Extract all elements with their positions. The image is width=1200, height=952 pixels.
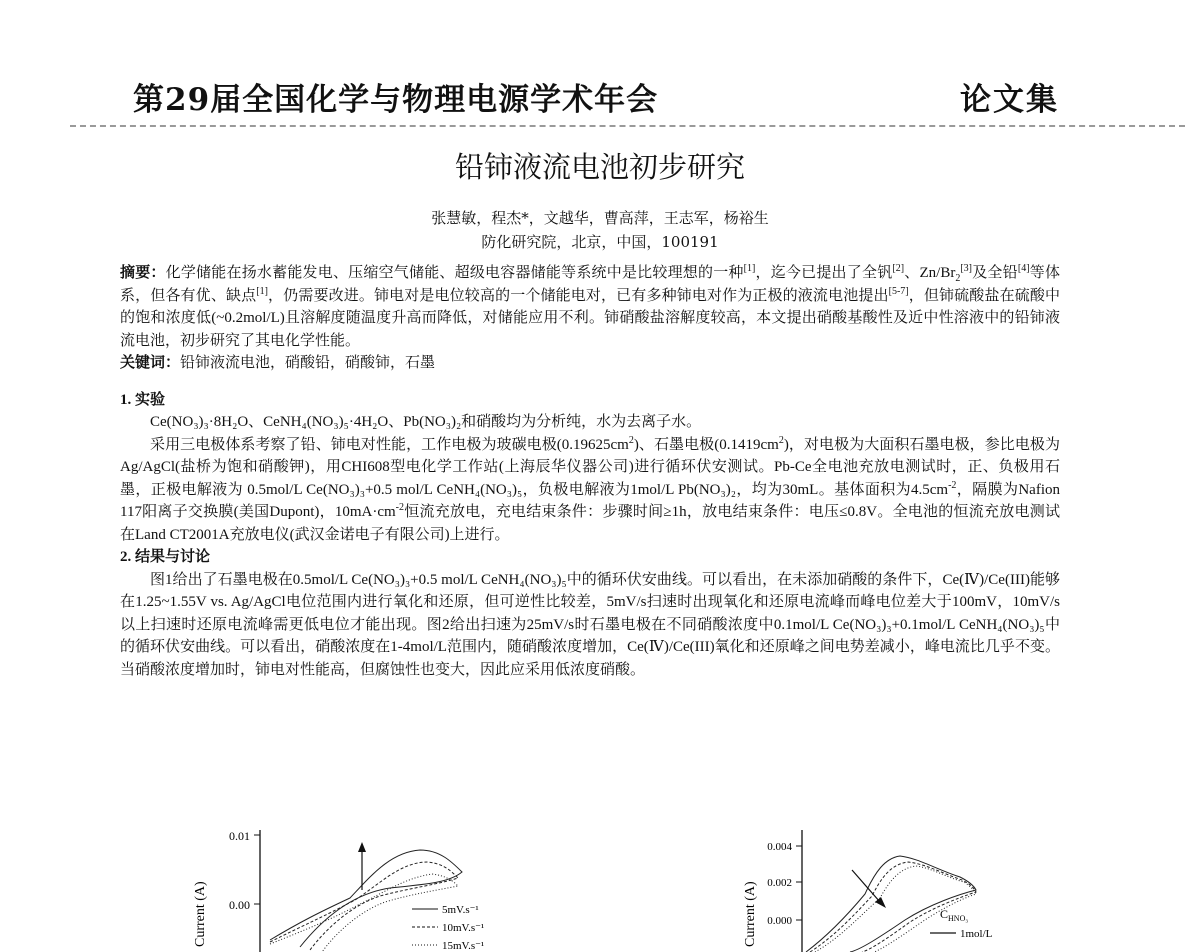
fig2-ytick-label: 0.000 — [767, 915, 792, 927]
paragraph-text: )、石墨电极(0.1419cm — [633, 436, 779, 453]
affiliation: 防化研究院，北京，中国，100191 — [481, 233, 719, 251]
section-heading-experiment: 1. 实验 — [120, 391, 166, 408]
fig2-ylabel: Current (A) — [743, 881, 758, 947]
citation: [1] — [743, 263, 756, 274]
fig2-legend-label: 1mol/L — [960, 928, 993, 940]
fig1-ytick-label: 0.00 — [229, 898, 250, 912]
abstract-text: ，迄今已提出了全钒 — [755, 265, 893, 281]
fig1-ytick-label: 0.01 — [229, 829, 250, 843]
paragraph: Ce(NO₃)₃·8H₂O、CeNH₄(NO₃)₅·4H₂O、Pb(NO₃)₂和硝酸均为分析纯，水为去离子水。 — [150, 414, 702, 430]
citation: [2] — [892, 263, 905, 274]
abstract-text: 及全铅 — [972, 265, 1018, 281]
abstract-text: 、Zn/Br — [904, 265, 956, 281]
abstract-label: 摘要： — [120, 265, 166, 281]
fig2-legend-title — [940, 907, 968, 923]
citation: [4] — [1017, 263, 1030, 274]
fig2-legend-title-sub: HNO₃ — [948, 914, 969, 923]
superscript: -2 — [395, 502, 405, 513]
paper-body — [120, 262, 1060, 681]
fig1-cv-curve — [270, 874, 458, 952]
abstract — [120, 262, 1060, 352]
figure-1-cv-plot — [190, 822, 500, 952]
paragraph: 图1给出了石墨电极在0.5mol/L Ce(NO₃)₃+0.5 mol/L CeNH₄(NO₃)₅中的循环伏安曲线。可以看出，在未添加硝酸的条件下，Ce(Ⅳ)/Ce(III)能够在1.25~1.55V vs. Ag/AgCl电位范围内进行氧化和还原，但可逆性比较差，5mV/s扫速时出现氧化和还原电流峰而峰电位差大于100mV，10mV/s以上扫速时还原电流峰需更低电位才能出现。图2给出扫速为25mV/s时石墨电极在不同硝酸浓度中0.1mol/L Ce(NO₃)₃+0.1mol/L CeNH₄(NO₃)₅中的循环伏安曲线。可以看出，硝酸浓度在1-4mol/L范围内，随硝酸浓度增加，Ce(Ⅳ)/Ce(III)氧化和还原峰之间电势差减小，峰电流比几乎不变。当硝酸浓度增加时，铈电对性能高，但腐蚀性也变大，因此应采用低浓度硝酸。 — [120, 571, 1060, 678]
authors: 张慧敏，程杰*，文越华，曹高萍，王志军，杨裕生 — [431, 209, 769, 227]
abstract-text: ，仍需要改进。铈电对是电位较高的一个储能电对，已有多种铈电对作为正极的液流电池提出 — [267, 287, 889, 304]
keywords-text: 铅铈液流电池，硝酸铅，硝酸铈，石墨 — [180, 355, 436, 371]
keywords — [120, 352, 1060, 375]
abstract-text: 化学储能在扬水蓄能发电、压缩空气储能、超级电容器储能等系统中是比较理想的一种 — [165, 265, 744, 281]
fig1-ylabel: Current (A) — [193, 881, 208, 947]
fig2-cv-curve — [806, 856, 976, 952]
paragraph-text: 采用三电极体系考察了铅、铈电对性能，工作电极为玻碳电极(0.19625cm — [150, 436, 629, 453]
collection-label: 论文集 — [960, 82, 1059, 118]
citation: [3] — [960, 263, 973, 274]
abstract-text: ，但铈硫酸盐在硫酸中的饱和浓度低(~0.2mol/L)且溶解度随温度升高而降低，对储能应用不利。铈硝酸盐溶解度较高，本文提出硝酸基酸性及近中性溶液中的铅铈液流电池，初步研究了其电化学性能。 — [120, 287, 1060, 349]
superscript: -2 — [948, 479, 957, 491]
superscript: 2 — [778, 434, 784, 446]
paragraph-text: 恒流充放电，充电结束条件：步骤时间≥1h，放电结束条件：电压≤0.8V。全电池的恒流充放电测试在Land CT2001A充放电仪(武汉金诺电子有限公司)上进行。 — [120, 504, 1060, 543]
figure-2-cv-plot — [740, 822, 1050, 952]
fig1-legend-label: 5mV.s⁻¹ — [442, 904, 479, 916]
section-heading-results: 2. 结果与讨论 — [120, 549, 211, 565]
keywords-label: 关键词： — [120, 355, 181, 371]
fig2-ytick-label: 0.004 — [767, 841, 792, 853]
fig1-cv-curve — [270, 862, 458, 950]
fig1-legend-label: 10mV.s⁻¹ — [442, 922, 485, 934]
fig1-legend-label: 15mV.s⁻¹ — [442, 940, 485, 952]
paragraph-text: )，对电极为大面积石墨电极，参比电极为Ag/AgCl(盐桥为饱和硝酸钾)，用CHI608型电化学工作站(上海辰华仪器公司)进行循环伏安测试。Pb-Ce全电池充放电测试时，正、负极用石墨，正极电解液为 0.5mol/L Ce(NO₃)₃+0.5 mol/L CeNH₄(NO₃)₅，负极电解液为1mol/L Pb(NO₃)₂，均为30mL。基体面积为4.5cm — [120, 436, 1060, 498]
conference-title: 第29届全国化学与物理电源学术年会 — [133, 82, 659, 118]
fig2-legend-title-text: C — [940, 907, 949, 921]
fig2-cv-curve — [815, 866, 976, 952]
header-divider — [70, 125, 1185, 127]
paragraph — [120, 434, 1060, 547]
subscript: 2 — [955, 273, 961, 284]
citation: [1] — [256, 285, 268, 297]
superscript: 2 — [628, 434, 634, 446]
paper-title: 铅铈液流电池初步研究 — [454, 150, 745, 184]
fig1-arrowhead — [358, 842, 366, 852]
paragraph-text: ，隔膜为Nafion 117阳离子交换膜(美国Dupont)，10mA·cm — [120, 481, 1060, 520]
citation: [5-7] — [888, 285, 909, 297]
abstract-text: 等体系，但各有优、缺点 — [120, 265, 1060, 304]
fig2-ytick-label: 0.002 — [767, 877, 792, 889]
